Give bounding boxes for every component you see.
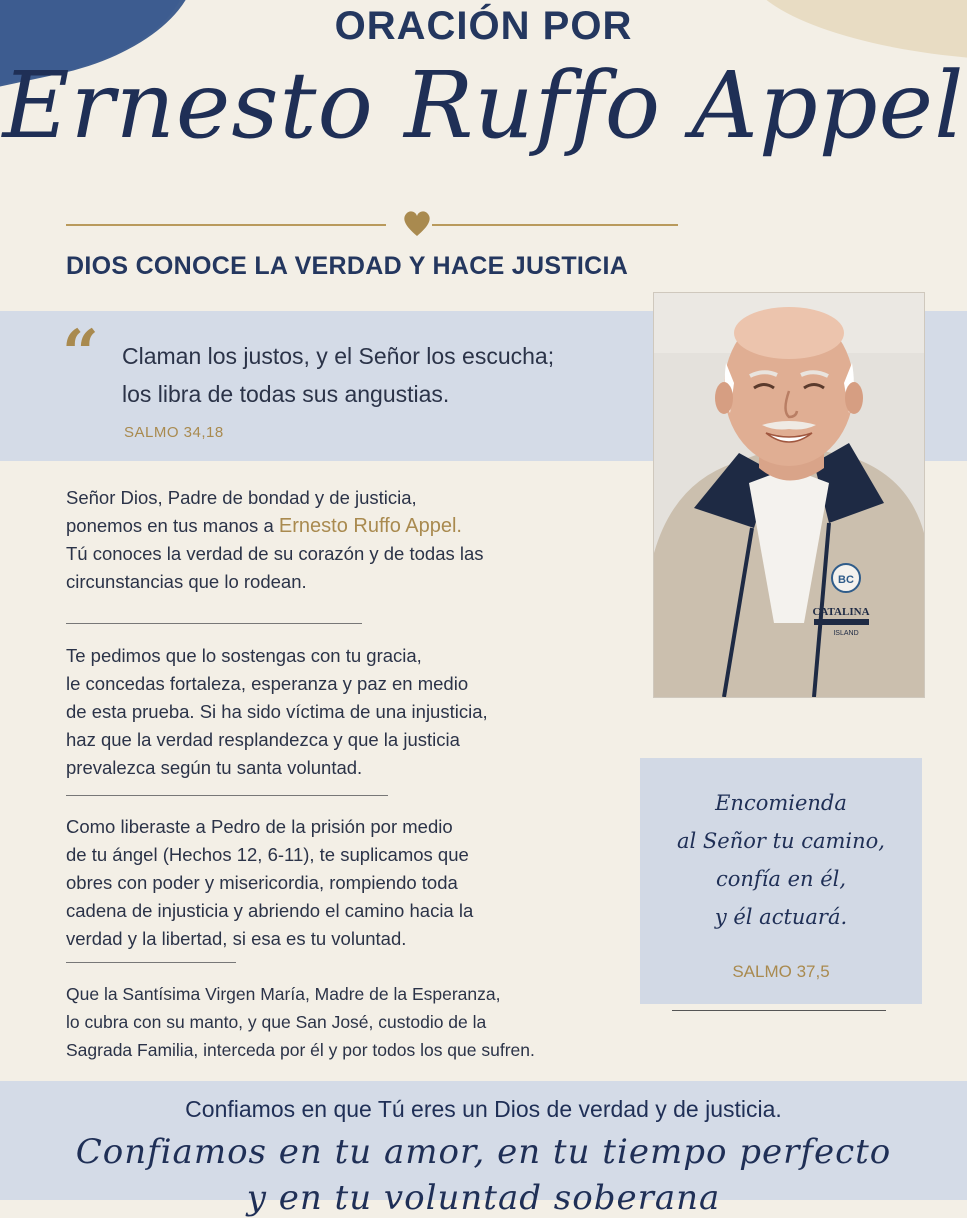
side-quote-line: y él actuará. [714, 905, 848, 929]
side-quote-reference: SALMO 37,5 [732, 962, 830, 981]
prayer-line: de tu ángel (Hechos 12, 6-11), te suplicamos que [66, 844, 469, 865]
prayer-line: obres con poder y misericordia, rompiendo toda [66, 872, 458, 893]
prayer-line: Como liberaste a Pedro de la prisión por medio [66, 816, 453, 837]
prayer-paragraph-3 [66, 813, 473, 953]
prayer-line [66, 512, 484, 540]
side-quote-line: al Señor tu camino, [676, 829, 885, 853]
side-quote-divider [672, 1010, 886, 1011]
prayer-line: cadena de injusticia y abriendo el camino hacia la [66, 900, 474, 921]
side-quote-line: Encomienda [715, 791, 847, 815]
page-title: ORACIÓN POR [334, 4, 633, 48]
prayer-line: Que la Santísima Virgen María, Madre de la Esperanza, [66, 984, 501, 1004]
quote-text [122, 337, 554, 413]
portrait-illustration [654, 293, 924, 697]
prayer-line: Te pedimos que lo sostengas con tu gracia, [66, 645, 422, 666]
person-name-script: Ernesto Ruffo Appel [2, 52, 965, 159]
divider-left [66, 224, 386, 226]
prayer-line: Tú conoces la verdad de su corazón y de todas las [66, 543, 484, 564]
quote-reference: SALMO 34,18 [124, 424, 224, 441]
prayer-paragraph-4 [66, 980, 535, 1064]
jacket-text-1: CATALINA [812, 606, 870, 618]
prayer-line: lo cubra con su manto, y que San José, custodio de la [66, 1012, 487, 1032]
portrait-photo [653, 292, 925, 698]
quote-line: Claman los justos, y el Señor los escucha; [122, 343, 555, 369]
divider-right [432, 224, 678, 226]
prayer-line-prefix: ponemos en tus manos a [66, 515, 274, 536]
side-quote-text [640, 784, 922, 936]
prayer-paragraph-1 [66, 484, 484, 596]
footer-script-line-1: Confiamos en tu amor, en tu tiempo perfecto [75, 1132, 892, 1172]
prayer-line: le concedas fortaleza, esperanza y paz en medio [66, 673, 469, 694]
prayer-line: Señor Dios, Padre de bondad y de justicia, [66, 487, 417, 508]
footer-statement: Confiamos en que Tú eres un Dios de verdad y de justicia. [185, 1096, 782, 1122]
quote-line: los libra de todas sus angustias. [122, 381, 450, 407]
footer-script-line-2: y en tu voluntad soberana [246, 1178, 721, 1218]
jacket-badge: BC [838, 574, 854, 586]
prayer-line: circunstancias que lo rodean. [66, 571, 307, 592]
jacket-text-2: ISLAND [833, 630, 859, 637]
prayer-line: de esta prueba. Si ha sido víctima de una injusticia, [66, 701, 488, 722]
paragraph-divider [66, 795, 388, 796]
paragraph-divider [66, 962, 236, 963]
person-name-highlight: Ernesto Ruffo Appel. [278, 515, 462, 537]
quote-mark-icon: “ [62, 316, 99, 391]
prayer-line: prevalezca según tu santa voluntad. [66, 757, 363, 778]
subheading: DIOS CONOCE LA VERDAD Y HACE JUSTICIA [66, 252, 629, 280]
prayer-paragraph-2 [66, 642, 488, 782]
prayer-line: verdad y la libertad, si esa es tu voluntad. [66, 928, 407, 949]
heart-icon [400, 206, 434, 240]
paragraph-divider [66, 623, 362, 624]
prayer-line: haz que la verdad resplandezca y que la justicia [66, 729, 460, 750]
prayer-line: Sagrada Familia, interceda por él y por todos los que sufren. [66, 1040, 535, 1060]
side-quote-line: confía en él, [715, 867, 847, 891]
